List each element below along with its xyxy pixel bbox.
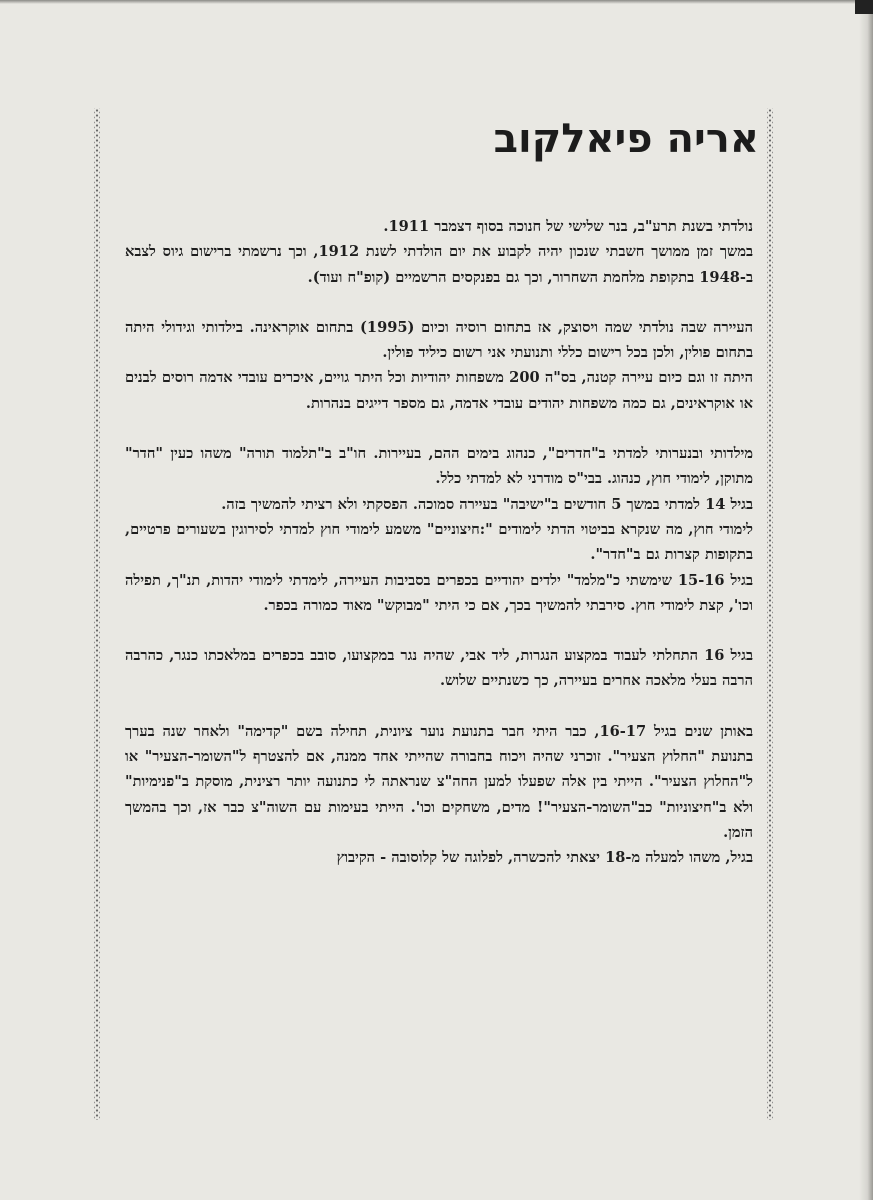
paragraph-carpentry (125, 643, 753, 694)
text-line: מילדותי ובנערותי למדתי ב"חדרים", כנהוג בימים ההם, בעיירות. חו"ב ב"תלמוד תורה" משהו כעין "חדר" מתוקן, לימודי חוץ, כנהוג. בבי"ס מודרני לא למדתי כלל. (125, 445, 753, 488)
text-line: בגיל 15-16 שימשתי כ"מלמד" ילדים יהודיים בכפרים בסביבות העיירה, לימדתי לימודי יהדות, תנ"ך, תפילה וכו', קצת לימודי חוץ. סירבתי להמשיך בכך, אם כי היתי "מבוקש" מאוד כמורה בכפר. (125, 571, 753, 614)
text-line: במשך זמן ממושך חשבתי שנכון יהיה לקבוע את יום הולדתי לשנת 1912, וכך נרשמתי ברישום גיוס לצבא ב-1948 בתקופת מלחמת השחרור, וכך גם בפנקסים הרשמיים (קופ"ח ועוד). (125, 243, 754, 286)
text-line: בגיל, משהו למעלה מ-18 יצאתי להכשרה, לפלוגה של קלוסובה - הקיבוץ (336, 849, 753, 867)
text-line: העיירה שבה נולדתי שמה ויסוצק, אז בתחום רוסיה וכיום (1995) בתחום אוקראינה. בילדותי וגידולי היתה בתחום פולין, ולכן בכל רישום כללי ותנועתי אני רשום כיליד פולין. (125, 318, 753, 362)
paragraph-education (125, 441, 753, 618)
paragraph-youth-movement (125, 719, 753, 871)
scan-edge (0, 0, 873, 4)
scan-corner (855, 0, 873, 14)
page-title: אריה פיאלקוב (493, 116, 759, 162)
text-line: בגיל 14 למדתי במשך 5 חודשים ב"ישיבה" בעיירה סמוכה. הפסקתי ולא רציתי להמשיך בזה. (221, 495, 753, 513)
body-text (125, 214, 753, 871)
text-line: לימודי חוץ, מה שנקרא בביטוי הדתי לימודים ":חיצוניים" משמע לימודי חוץ למדתי לסירוגין בשעורים פרטיים, בתקופות קצרות גם ב"חדר". (125, 520, 753, 564)
text-line: היתה זו וגם כיום עיירה קטנה, בס"ה 200 משפחות יהודיות וכל היתר גויים, איכרים עובדי אדמה רוסים לבנים או אוקראינים, גם כמה משפחות יהודים עובדי אדמה, גם מספר דייגים בנהרות. (125, 369, 753, 412)
scan-edge-shadow (859, 0, 873, 1200)
decorative-border-left (94, 108, 100, 1120)
paragraph-town (125, 315, 753, 416)
decorative-border-right (767, 108, 773, 1120)
text-line: בגיל 16 התחלתי לעבוד במקצוע הנגרות, ליד אבי, שהיה נגר במקצועו, סובב בכפרים במלאכתו כנגר, כהרבה הרבה בעלי מלאכה אחרים בעיירה, כך כשנתיים שלוש. (125, 647, 753, 690)
text-line: באותן שנים בגיל 16-17, כבר היתי חבר בתנועת נוער ציונית, תחילה בשם "קדימה" ולאחר שנה בערך בתנועת "החלוץ הצעיר". זוכרני שהיה ויכוח בחבורה שהייתי אחד ממנה, אם להצטרף ל"השומר-הצעיר" או ל"החלוץ הצעיר". הייתי בין אלה שפעלו למען החה"צ שנראתה לי כתנועה יותר רצינית, מוסקת ב"פנימיות" ולא ב"חיצוניות" כב"השומר-הצעיר"! מדים, משחקים וכו'. הייתי בעימות עם השוה"צ כבר אז, וכך בהמשך הזמן. (125, 722, 754, 841)
text-line: נולדתי בשנת תרע"ב, בנר שלישי של חנוכה בסוף דצמבר 1911. (383, 218, 753, 235)
paragraph-birth (125, 214, 753, 290)
